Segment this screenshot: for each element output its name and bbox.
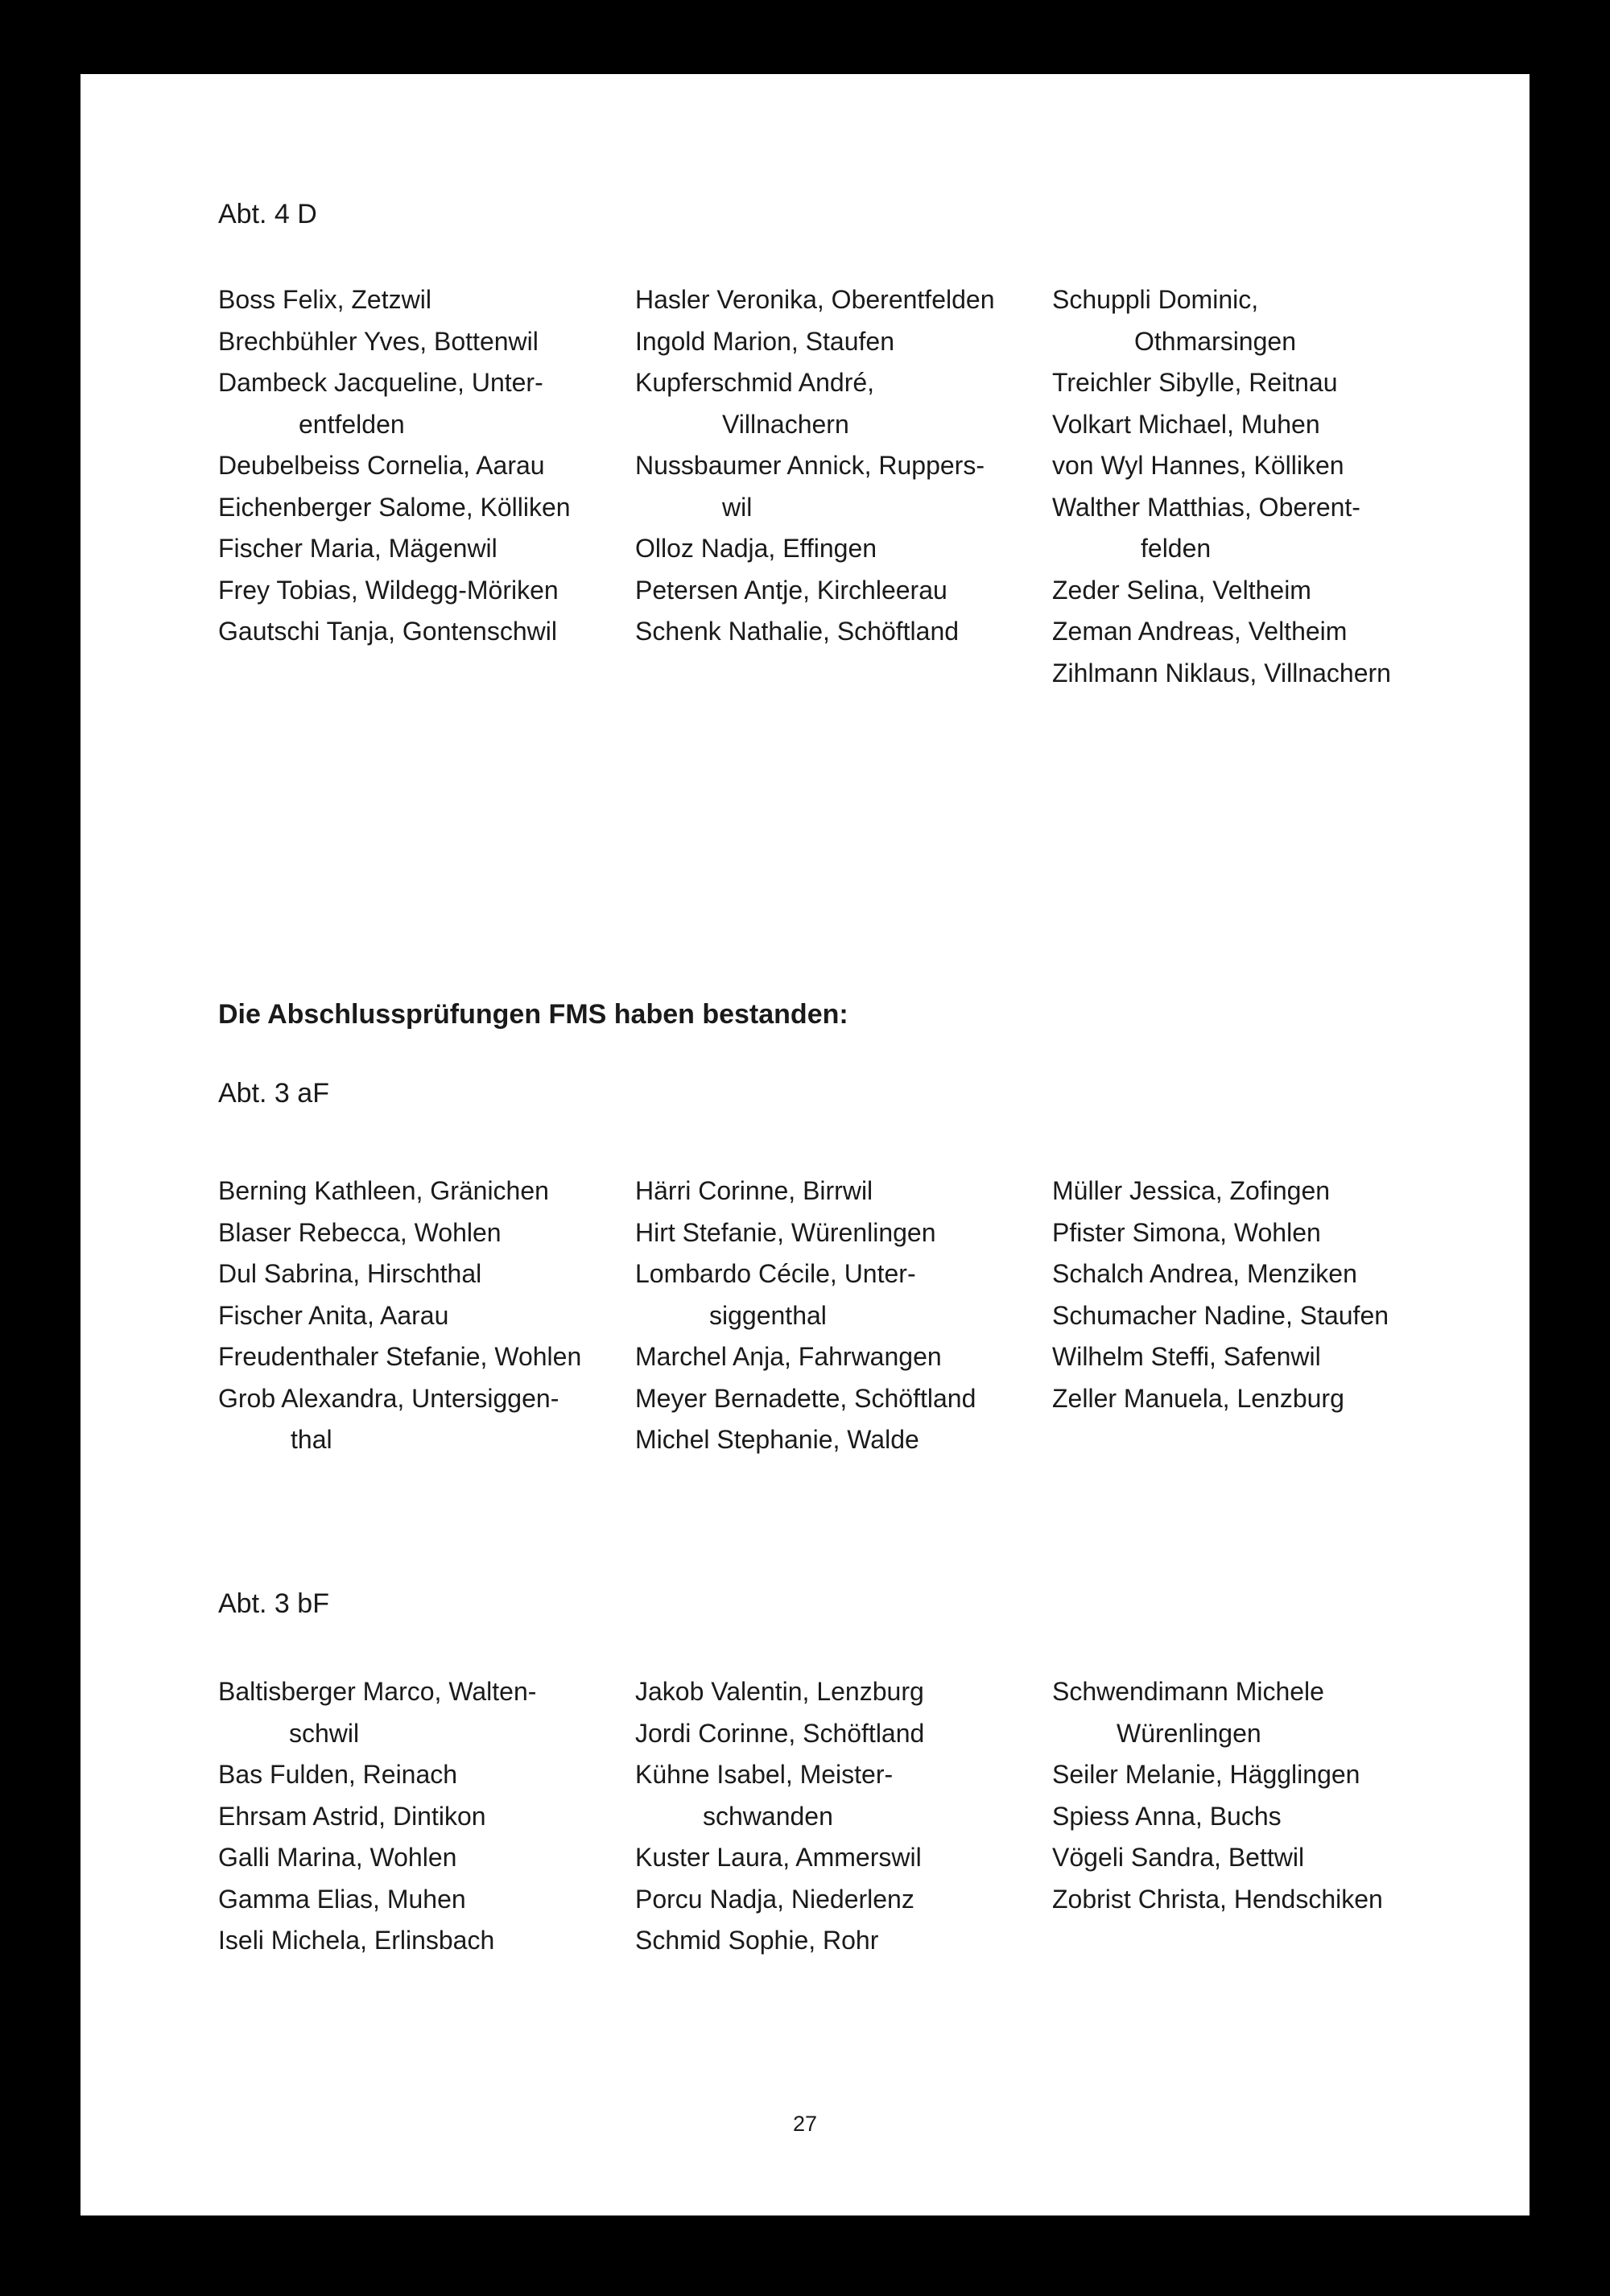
name-entry: Schumacher Nadine, Staufen bbox=[1052, 1300, 1389, 1330]
name-entry: Galli Marina, Wohlen bbox=[218, 1843, 457, 1872]
name-entry: Zeller Manuela, Lenzburg bbox=[1052, 1383, 1344, 1413]
name-entry: Schuppli Dominic, bbox=[1052, 285, 1259, 314]
name-column-1 bbox=[218, 279, 629, 653]
name-entry: Seiler Melanie, Hägglingen bbox=[1052, 1760, 1360, 1789]
name-entry: Olloz Nadja, Effingen bbox=[635, 534, 877, 563]
name-entry-continuation: schwanden bbox=[703, 1801, 833, 1831]
name-entry: Dambeck Jacqueline, Unter- bbox=[218, 368, 543, 397]
name-entry: Ingold Marion, Staufen bbox=[635, 326, 894, 356]
name-entry: Härri Corinne, Birrwil bbox=[635, 1176, 873, 1205]
name-column-2 bbox=[635, 1171, 1046, 1461]
name-entry: Meyer Bernadette, Schöftland bbox=[635, 1383, 976, 1413]
name-entry: Kuster Laura, Ammerswil bbox=[635, 1843, 922, 1872]
document-page bbox=[80, 74, 1530, 2215]
name-entry: Spiess Anna, Buchs bbox=[1052, 1801, 1282, 1831]
name-column-3 bbox=[1052, 1671, 1463, 1920]
name-entry: Vögeli Sandra, Bettwil bbox=[1052, 1843, 1305, 1872]
name-entry: von Wyl Hannes, Kölliken bbox=[1052, 451, 1344, 480]
name-entry: Lombardo Cécile, Unter- bbox=[635, 1259, 916, 1288]
name-entry: Petersen Antje, Kirchleerau bbox=[635, 575, 947, 605]
name-column-1 bbox=[218, 1171, 629, 1461]
name-entry: Berning Kathleen, Gränichen bbox=[218, 1176, 549, 1205]
name-entry: Boss Felix, Zetzwil bbox=[218, 285, 431, 314]
section-label-abt-3af: Abt. 3 aF bbox=[218, 1078, 329, 1109]
name-column-3 bbox=[1052, 279, 1463, 694]
name-entry: Schenk Nathalie, Schöftland bbox=[635, 617, 960, 646]
section-label-abt-4d: Abt. 4 D bbox=[218, 199, 317, 229]
name-entry: Zobrist Christa, Hendschiken bbox=[1052, 1884, 1383, 1914]
name-entry: Michel Stephanie, Walde bbox=[635, 1425, 919, 1454]
name-entry: Volkart Michael, Muhen bbox=[1052, 409, 1320, 439]
name-entry: Zeman Andreas, Veltheim bbox=[1052, 617, 1348, 646]
name-entry-continuation: Villnachern bbox=[722, 409, 849, 439]
name-column-2 bbox=[635, 279, 1046, 653]
name-entry: Eichenberger Salome, Kölliken bbox=[218, 492, 571, 522]
name-entry: Frey Tobias, Wildegg-Möriken bbox=[218, 575, 559, 605]
name-entry: Ehrsam Astrid, Dintikon bbox=[218, 1801, 486, 1831]
name-entry: Deubelbeiss Cornelia, Aarau bbox=[218, 451, 545, 480]
name-entry: Baltisberger Marco, Walten- bbox=[218, 1677, 537, 1706]
name-entry: Bas Fulden, Reinach bbox=[218, 1760, 458, 1789]
name-entry: Nussbaumer Annick, Ruppers- bbox=[635, 451, 985, 480]
name-entry: Schmid Sophie, Rohr bbox=[635, 1926, 879, 1955]
name-entry: Jordi Corinne, Schöftland bbox=[635, 1718, 925, 1748]
name-entry: Brechbühler Yves, Bottenwil bbox=[218, 326, 539, 356]
name-entry: Gamma Elias, Muhen bbox=[218, 1884, 466, 1914]
name-entry-continuation: wil bbox=[722, 492, 753, 522]
name-entry: Schalch Andrea, Menziken bbox=[1052, 1259, 1357, 1288]
name-entry: Porcu Nadja, Niederlenz bbox=[635, 1884, 914, 1914]
name-entry: Kühne Isabel, Meister- bbox=[635, 1760, 894, 1789]
name-entry: Freudenthaler Stefanie, Wohlen bbox=[218, 1342, 582, 1371]
name-entry: Wilhelm Steffi, Safenwil bbox=[1052, 1342, 1321, 1371]
name-entry: Grob Alexandra, Untersiggen- bbox=[218, 1383, 559, 1413]
name-entry: Zeder Selina, Veltheim bbox=[1052, 575, 1311, 605]
name-entry: Walther Matthias, Oberent- bbox=[1052, 492, 1360, 522]
name-column-1 bbox=[218, 1671, 629, 1962]
name-entry-continuation: thal bbox=[291, 1425, 332, 1454]
name-entry: Marchel Anja, Fahrwangen bbox=[635, 1342, 942, 1371]
name-column-3 bbox=[1052, 1171, 1463, 1419]
name-entry-continuation: Würenlingen bbox=[1117, 1718, 1261, 1748]
document-heading: Die Abschlussprüfungen FMS haben bestanden: bbox=[218, 999, 848, 1030]
name-entry: Fischer Maria, Mägenwil bbox=[218, 534, 497, 563]
name-column-2 bbox=[635, 1671, 1046, 1962]
name-entry: Jakob Valentin, Lenzburg bbox=[635, 1677, 924, 1706]
name-entry-continuation: siggenthal bbox=[709, 1300, 827, 1330]
section-label-abt-3bf: Abt. 3 bF bbox=[218, 1588, 329, 1619]
name-entry: Dul Sabrina, Hirschthal bbox=[218, 1259, 482, 1288]
name-entry: Iseli Michela, Erlinsbach bbox=[218, 1926, 495, 1955]
name-entry: Hasler Veronika, Oberentfelden bbox=[635, 285, 995, 314]
name-entry: Fischer Anita, Aarau bbox=[218, 1300, 449, 1330]
name-entry: Hirt Stefanie, Würenlingen bbox=[635, 1217, 936, 1247]
name-entry: Kupferschmid André, bbox=[635, 368, 875, 397]
name-entry: Gautschi Tanja, Gontenschwil bbox=[218, 617, 557, 646]
name-entry-continuation: schwil bbox=[289, 1718, 360, 1748]
name-entry-continuation: Othmarsingen bbox=[1134, 326, 1296, 356]
name-entry: Zihlmann Niklaus, Villnachern bbox=[1052, 658, 1391, 688]
page-number: 27 bbox=[792, 2112, 818, 2136]
name-entry: Pfister Simona, Wohlen bbox=[1052, 1217, 1321, 1247]
name-entry: Blaser Rebecca, Wohlen bbox=[218, 1217, 502, 1247]
name-entry-continuation: felden bbox=[1141, 534, 1212, 563]
name-entry: Schwendimann Michele bbox=[1052, 1677, 1324, 1706]
name-entry: Treichler Sibylle, Reitnau bbox=[1052, 368, 1338, 397]
name-entry: Müller Jessica, Zofingen bbox=[1052, 1176, 1331, 1205]
name-entry-continuation: entfelden bbox=[299, 409, 405, 439]
